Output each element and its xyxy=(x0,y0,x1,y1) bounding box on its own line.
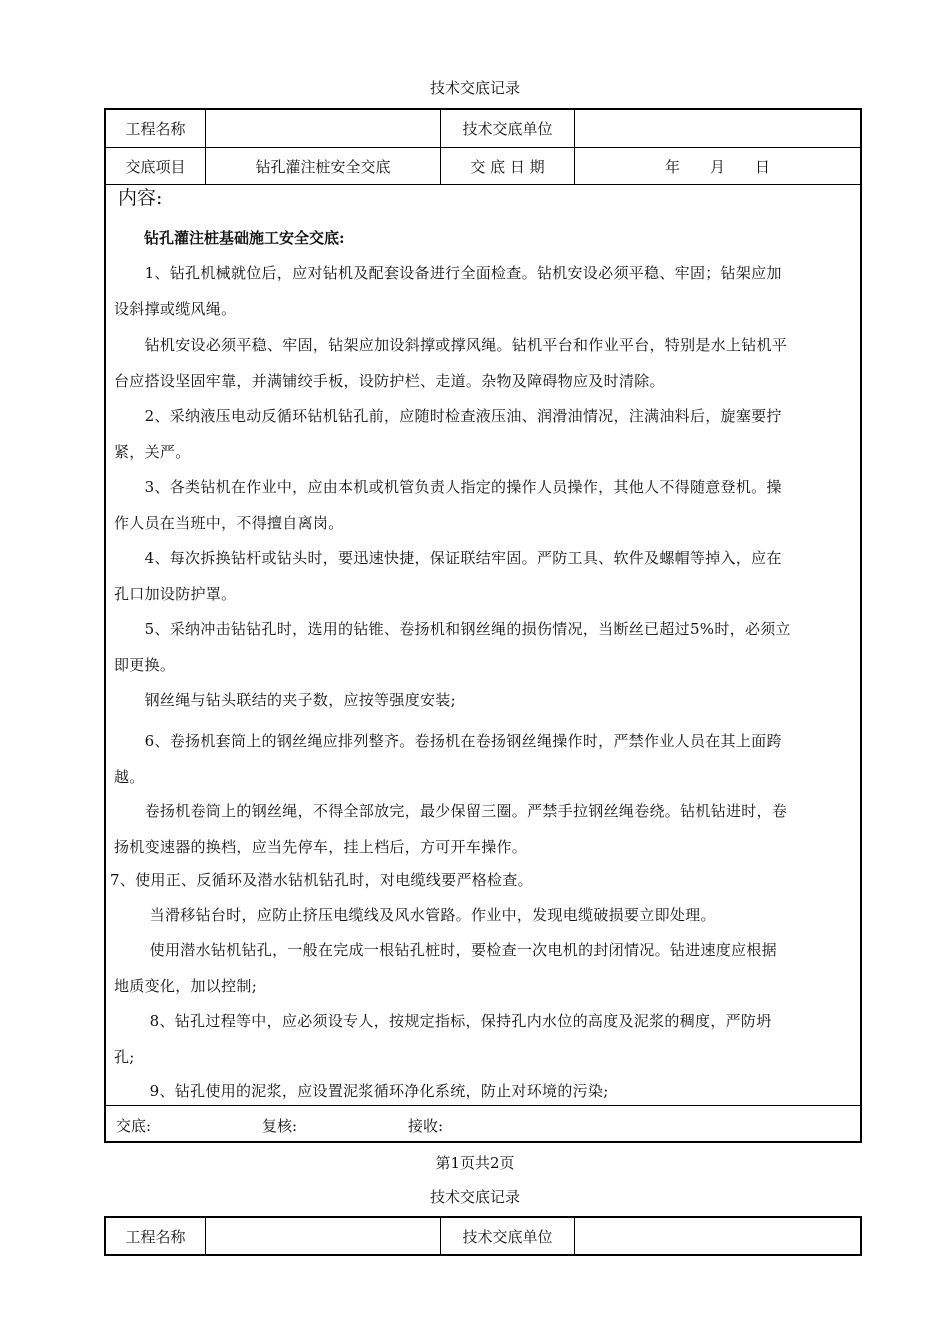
paragraph-14 xyxy=(114,1073,854,1109)
label-handover-unit: 技术交底单位 xyxy=(441,1218,575,1254)
content-heading: 内容: xyxy=(118,187,163,209)
paragraph-line: 1、钻孔机械就位后，应对钻机及配套设备进行全面检查。钻机安设必须平稳、牢固；钻架应加 xyxy=(114,264,782,282)
paragraph-line: 8、钻孔过程等中，应必须设专人，按规定指标，保持孔内水位的高度及泥浆的稠度，严防坍 xyxy=(114,1012,772,1030)
page2-table xyxy=(104,1216,862,1256)
header-row-item xyxy=(106,148,860,185)
paragraph-12 xyxy=(114,932,854,1004)
paragraph-1 xyxy=(114,255,854,327)
paragraph-line: 3、各类钻机在作业中，应由本机或机管负责人指定的操作人员操作，其他人不得随意登机。操 xyxy=(114,478,782,496)
paragraph-line: 台应搭设坚固牢靠，并满铺绞手板，设防护栏、走道。杂物及障碍物应及时清除。 xyxy=(114,372,665,390)
paragraph-line: 设斜撑或缆风绳。 xyxy=(114,300,237,318)
paragraph-13 xyxy=(114,1003,854,1075)
paragraph-line: 钢丝绳与钻头联结的夹子数，应按等强度安装; xyxy=(114,691,456,709)
header-row-project xyxy=(106,1218,860,1254)
value-handover-item: 钻孔灌注桩安全交底 xyxy=(206,148,441,184)
label-project-name: 工程名称 xyxy=(106,1218,206,1254)
paragraph-2 xyxy=(114,327,854,399)
sign-row xyxy=(106,1105,860,1141)
value-handover-unit xyxy=(575,1218,860,1254)
header-row-project xyxy=(106,110,860,148)
paragraph-line: 孔口加设防护罩。 xyxy=(114,585,237,603)
paragraph-3 xyxy=(114,398,854,470)
paragraph-9 xyxy=(114,793,854,865)
paragraph-line: 扬机变速器的换档，应当先停车，挂上档后，方可开车操作。 xyxy=(114,838,528,856)
label-handover-unit: 技术交底单位 xyxy=(441,110,575,147)
paragraph-10 xyxy=(110,862,850,898)
paragraph-line: 9、钻孔使用的泥浆，应设置泥浆循环净化系统，防止对环境的污染; xyxy=(114,1082,609,1100)
paragraph-line: 钻机安设必须平稳、牢固，钻架应加设斜撑或撑风绳。钻机平台和作业平台，特别是水上钻机平 xyxy=(114,336,788,354)
paragraph-line: 卷扬机卷筒上的钢丝绳，不得全部放完，最少保留三圈。严禁手拉钢丝绳卷绕。钻机钻进时，卷 xyxy=(114,802,788,820)
page-number: 第1页共2页 xyxy=(435,1154,515,1172)
page1-table xyxy=(104,108,862,1143)
paragraph-line: 4、每次拆换钻杆或钻头时，要迅速快捷，保证联结牢固。严防工具、软件及螺帽等掉入，应在 xyxy=(114,549,782,567)
sign-handover-label: 交底: xyxy=(116,1117,152,1135)
page2-title: 技术交底记录 xyxy=(429,1188,520,1206)
paragraph-line: 6、卷扬机套筒上的钢丝绳应排列整齐。卷扬机在卷扬钢丝绳操作时，严禁作业人员在其上面跨 xyxy=(114,732,782,750)
content-subheading: 钻孔灌注桩基础施工安全交底: xyxy=(144,229,345,247)
paragraph-line: 紧，关严。 xyxy=(114,443,191,461)
value-project-name xyxy=(206,1218,441,1254)
label-handover-date: 交 底 日 期 xyxy=(441,148,575,184)
paragraph-line: 地质变化，加以控制; xyxy=(114,977,258,995)
paragraph-line: 越。 xyxy=(114,768,145,786)
sign-receive-label: 接收: xyxy=(408,1117,444,1135)
content-area xyxy=(106,185,860,1105)
paragraph-line: 当滑移钻台时，应防止挤压电缆线及风水管路。作业中，发现电缆破损要立即处理。 xyxy=(114,906,716,924)
paragraph-line: 5、采纳冲击钻钻孔时，选用的钻锥、卷扬机和钢丝绳的损伤情况，当断丝已超过5%时，必须立 xyxy=(114,620,791,638)
sign-review-label: 复核: xyxy=(262,1117,298,1135)
paragraph-line: 使用潜水钻机钻孔，一般在完成一根钻孔桩时，要检查一次电机的封闭情况。钻进速度应根据 xyxy=(114,941,777,959)
value-handover-unit xyxy=(575,110,860,147)
page1-title: 技术交底记录 xyxy=(429,79,520,97)
label-handover-item: 交底项目 xyxy=(106,148,206,184)
paragraph-8 xyxy=(114,723,854,795)
paragraph-line: 即更换。 xyxy=(114,656,176,674)
paragraph-6 xyxy=(114,611,854,683)
paragraph-5 xyxy=(114,540,854,612)
paragraph-line: 2、采纳液压电动反循环钻机钻孔前，应随时检查液压油、润滑油情况，注满油料后，旋塞要拧 xyxy=(114,407,782,425)
value-project-name xyxy=(206,110,441,147)
value-handover-date: 年 月 日 xyxy=(664,157,770,176)
paragraph-line: 7、使用正、反循环及潜水钻机钻孔时，对电缆线要严格检查。 xyxy=(110,871,533,889)
paragraph-11 xyxy=(114,897,854,933)
paragraph-line: 孔; xyxy=(114,1048,135,1066)
paragraph-4 xyxy=(114,469,854,541)
label-project-name: 工程名称 xyxy=(106,110,206,147)
paragraph-line: 作人员在当班中，不得擅自离岗。 xyxy=(114,514,344,532)
paragraph-7 xyxy=(114,682,854,718)
